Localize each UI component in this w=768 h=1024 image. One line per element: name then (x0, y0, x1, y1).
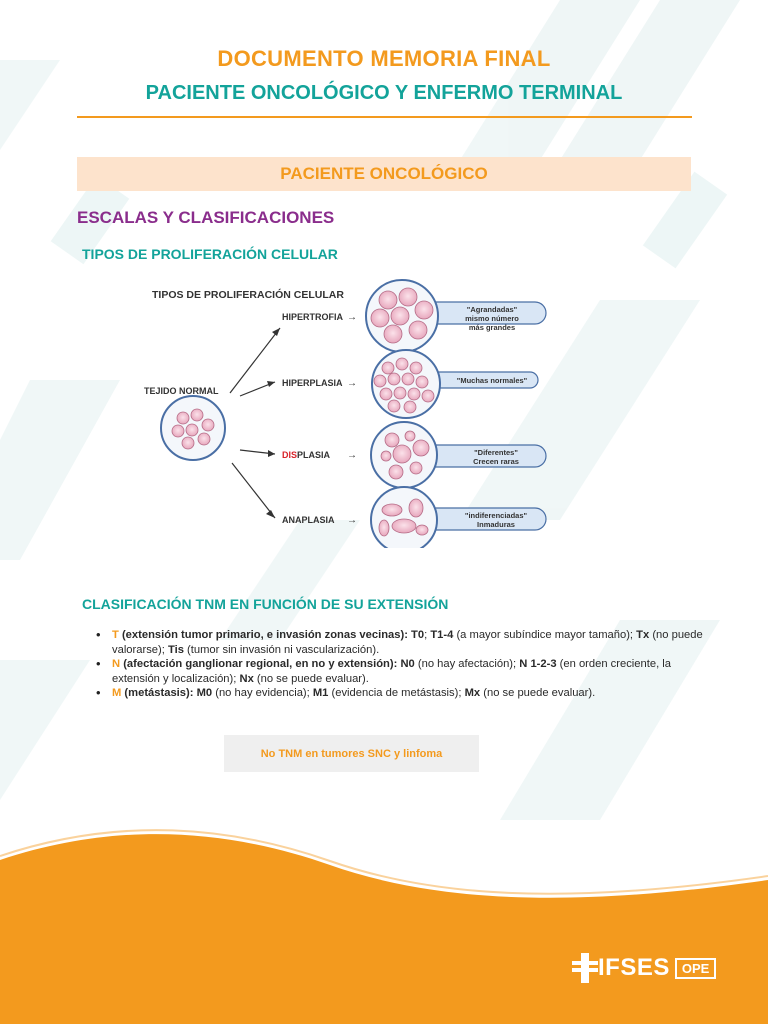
dysplasia-arrow: → (347, 450, 357, 461)
brand-name: IFSES (598, 954, 670, 981)
tnm-code: M1 (312, 687, 329, 700)
hyperplasia-arrow: → (347, 378, 357, 389)
tnm-letter: T (112, 629, 119, 641)
tnm-code: Nx (239, 672, 254, 685)
dysplasia-desc-2: Crecen raras (473, 457, 519, 466)
hypertrophy-arrow: → (347, 312, 357, 323)
document-title: DOCUMENTO MEMORIA FINAL (217, 46, 551, 71)
tnm-code: T0 (411, 629, 425, 641)
footer-wave (0, 820, 768, 1024)
tnm-label: (extensión tumor primario, e invasión zonas vecinas): (118, 629, 412, 641)
cross-icon (572, 953, 598, 983)
tnm-heading: CLASIFICACIÓN TNM EN FUNCIÓN DE SU EXTENSIÓN (82, 596, 449, 612)
tnm-text: (no hay afectación); (414, 658, 520, 671)
tnm-code: M0 (196, 687, 213, 700)
tnm-text: (no se puede evaluar). (253, 672, 369, 685)
hypertrophy-desc-3: más grandes (468, 323, 516, 332)
tnm-code: Mx (464, 687, 481, 700)
tnm-code: T1-4 (430, 629, 454, 641)
hyperplasia-label: HIPERPLASIA (282, 378, 343, 388)
dysplasia-label-rest: PLASIA (297, 450, 331, 460)
dysplasia-label (282, 450, 331, 460)
tnm-detail (197, 687, 596, 699)
tnm-text: (no se puede evaluar). (480, 687, 596, 700)
hypertrophy-desc-2: mismo número (465, 314, 519, 323)
tnm-text: (evidencia de metástasis); (328, 687, 465, 700)
dysplasia-desc-1: "Diferentes" (474, 448, 518, 457)
tnm-letter: N (112, 658, 121, 671)
proliferation-heading: TIPOS DE PROLIFERACIÓN CELULAR (82, 246, 338, 262)
header-divider (77, 116, 692, 118)
normal-tissue-dish (161, 396, 225, 460)
brand-logo (572, 953, 716, 983)
normal-tissue-label: TEJIDO NORMAL (144, 386, 219, 396)
tnm-item-m (96, 686, 706, 701)
tnm-label: (afectación ganglionar regional, en no y extensión): (120, 658, 401, 671)
proliferation-diagram (140, 278, 560, 548)
tnm-text: (a mayor subíndice mayor tamaño); (453, 629, 637, 641)
anaplasia-arrow: → (347, 515, 357, 526)
tnm-text: (no hay evidencia); (212, 687, 313, 700)
document-subtitle: PACIENTE ONCOLÓGICO Y ENFERMO TERMINAL (145, 82, 623, 104)
tnm-code: Tx (636, 629, 650, 641)
dysplasia-dish (371, 422, 546, 488)
dysplasia-label-prefix: DIS (282, 450, 298, 460)
diagram-title: TIPOS DE PROLIFERACIÓN CELULAR (152, 289, 344, 301)
section-title: PACIENTE ONCOLÓGICO (280, 164, 488, 183)
hyperplasia-desc-1: "Muchas normales" (456, 376, 528, 385)
tnm-item-t (96, 628, 706, 657)
tnm-text: (no puede valorarse); (112, 629, 703, 656)
tnm-code: N 1-2-3 (519, 658, 557, 671)
tnm-code: Tis (167, 643, 184, 656)
anaplasia-label: ANAPLASIA (282, 515, 335, 525)
scales-heading: ESCALAS Y CLASIFICACIONES (77, 208, 335, 227)
tnm-item-n (96, 657, 706, 686)
tnm-code: N0 (400, 658, 415, 671)
brand-tag: OPE (675, 958, 716, 979)
section-title-bar (77, 157, 691, 191)
hypertrophy-desc-1: "Agrandadas" (466, 305, 518, 314)
hypertrophy-label: HIPERTROFIA (282, 312, 344, 322)
anaplasia-desc-1: "indiferenciadas" (464, 511, 528, 520)
tnm-text: (en orden creciente, la extensión y localización); (112, 658, 671, 685)
tnm-text: ; (424, 629, 431, 641)
tnm-note: No TNM en tumores SNC y linfoma (224, 735, 479, 772)
tnm-list (96, 628, 706, 701)
tnm-letter: M (112, 687, 122, 700)
tnm-label: (metástasis): (121, 687, 197, 700)
anaplasia-desc-2: Inmaduras (477, 520, 515, 529)
hypertrophy-dish (366, 280, 546, 352)
tnm-text: (tumor sin invasión ni vascularización). (183, 643, 380, 656)
